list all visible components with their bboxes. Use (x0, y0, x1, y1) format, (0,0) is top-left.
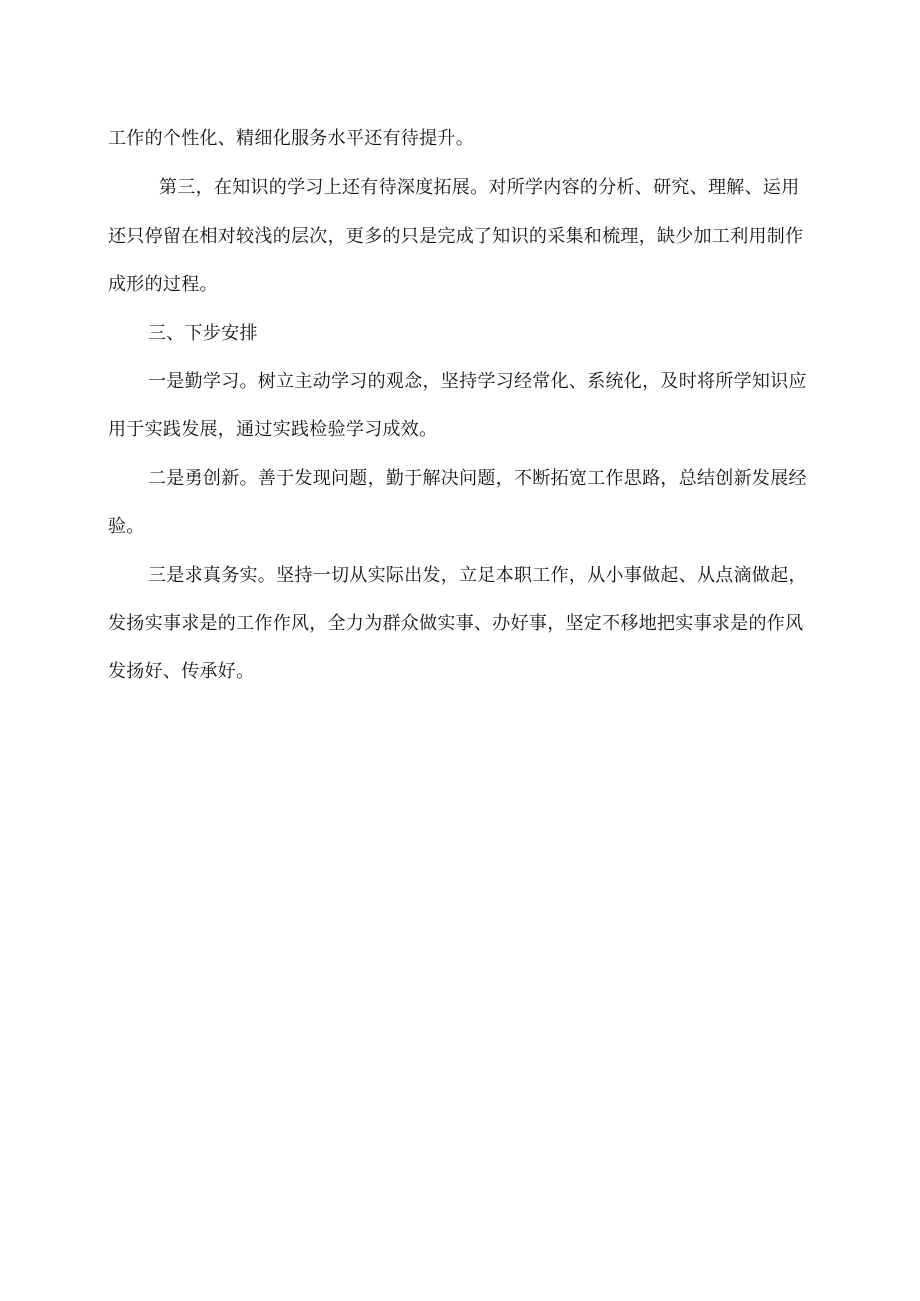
paragraph-pragmatism-line-2: 发扬实事求是的工作作风，全力为群众做实事、办好事，坚定不移地把实事求是的作风 (108, 613, 804, 634)
paragraph-third-point-line-2: 还只停留在相对较浅的层次，更多的只是完成了知识的采集和梳理，缺少加工利用制作 (108, 226, 804, 247)
paragraph-innovation-line-2: 验。 (108, 516, 145, 537)
paragraph-study-line-1: 一是勤学习。树立主动学习的观念，坚持学习经常化、系统化，及时将所学知识应 (148, 371, 807, 392)
paragraph-third-point-line-3: 成形的过程。 (108, 274, 218, 295)
section-heading-next-steps: 三、下步安排 (148, 323, 258, 344)
paragraph-pragmatism-line-1: 三是求真务实。坚持一切从实际出发，立足本职工作，从小事做起、从点滴做起， (148, 565, 807, 586)
paragraph-continuation-line: 工作的个性化、精细化服务水平还有待提升。 (108, 128, 474, 149)
paragraph-innovation-line-1: 二是勇创新。善于发现问题，勤于解决问题，不断拓宽工作思路，总结创新发展经 (148, 468, 807, 489)
paragraph-study-line-2: 用于实践发展，通过实践检验学习成效。 (108, 419, 438, 440)
paragraph-third-point-line-1: 第三，在知识的学习上还有待深度拓展。对所学内容的分析、研究、理解、运用 (159, 177, 800, 198)
paragraph-pragmatism-line-3: 发扬好、传承好。 (108, 661, 255, 682)
